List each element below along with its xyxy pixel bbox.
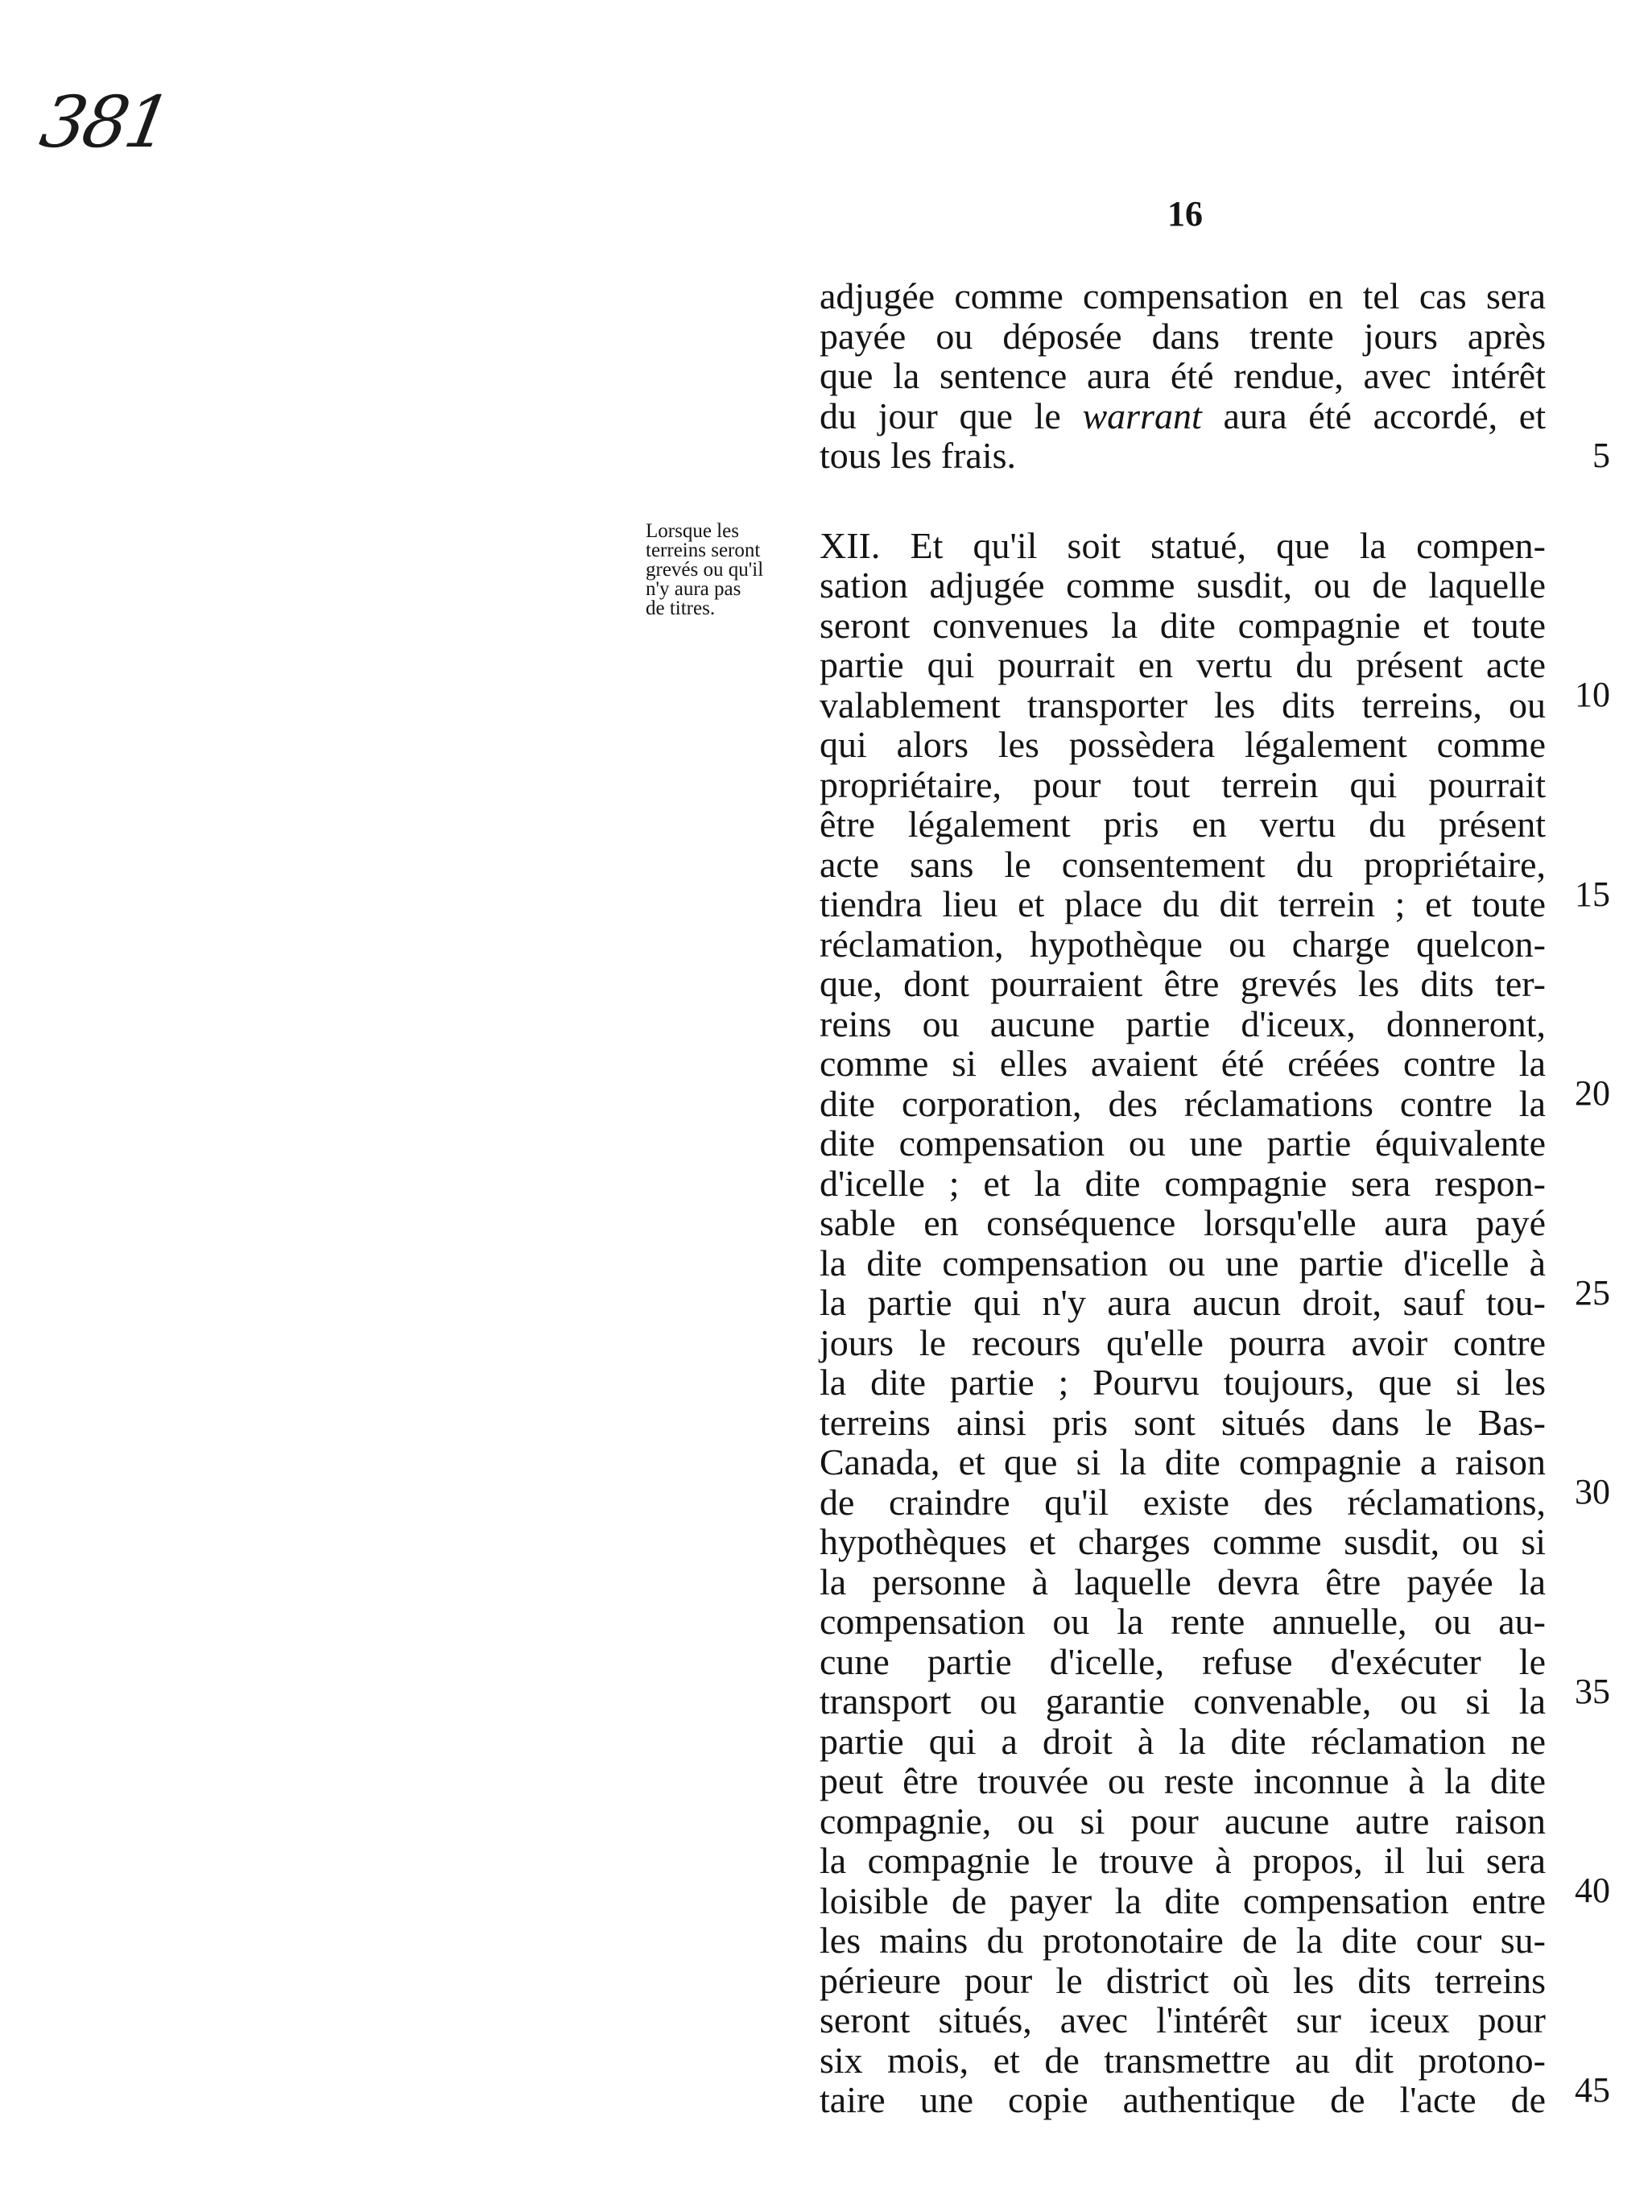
body-text	[820, 276, 1546, 2120]
line-number: 40	[1575, 1871, 1610, 1910]
text-line: dite corporation, des réclamations contre la	[820, 1082, 1546, 1124]
line-number: 10	[1575, 675, 1610, 714]
paragraph-2	[820, 526, 1546, 2120]
text-line: la compagnie le trouve à propos, il lui sera	[820, 1840, 1546, 1881]
margin-note-line: Lorsque les	[646, 520, 739, 542]
text-line: payée ou déposée dans trente jours après	[820, 315, 1546, 357]
text-line: six mois, et de transmettre au dit protono-	[820, 2039, 1546, 2081]
margin-note-line: grevés ou qu'il	[646, 559, 764, 581]
text-line: dite compensation ou une partie équivalente	[820, 1123, 1546, 1164]
paragraph-gap	[820, 476, 1546, 526]
line-number: 25	[1575, 1273, 1610, 1313]
text-line: partie qui a droit à la dite réclamation ne	[820, 1720, 1546, 1762]
text-line: propriétaire, pour tout terrein qui pourrait	[820, 763, 1546, 805]
text-line: la dite partie ; Pourvu toujours, que si les	[820, 1362, 1546, 1403]
text-line: transport ou garantie convenable, ou si la	[820, 1681, 1546, 1722]
text-line: Canada, et que si la dite compagnie a raison	[820, 1441, 1546, 1482]
text-line: hypothèques et charges comme susdit, ou si	[820, 1521, 1546, 1562]
text-line: jours le recours qu'elle pourra avoir contre	[820, 1321, 1546, 1363]
margin-note-line: de titres.	[646, 597, 716, 619]
text-line: réclamation, hypothèque ou charge quelcon-	[820, 923, 1546, 965]
text-line: sation adjugée comme susdit, ou de laquelle	[820, 564, 1546, 606]
text-line: cune partie d'icelle, refuse d'exécuter le	[820, 1640, 1546, 1682]
text-line: partie qui pourrait en vertu du présent acte	[820, 644, 1546, 685]
text-line: tous les frais.	[820, 435, 1017, 476]
text-line: valablement transporter les dits terreins, ou	[820, 684, 1546, 726]
text-line: adjugée comme compensation en tel cas sera	[820, 275, 1546, 316]
text-line: la personne à laquelle devra être payée la	[820, 1561, 1546, 1602]
text-line: les mains du protonotaire de la dite cour su-	[820, 1920, 1546, 1961]
text-line: seront convenues la dite compagnie et toute	[820, 604, 1546, 646]
text-line: du jour que le warrant aura été accordé, et	[820, 395, 1546, 436]
text-line: loisible de payer la dite compensation entre	[820, 1879, 1546, 1921]
paragraph-1	[820, 276, 1546, 476]
text-line: de craindre qu'il existe des réclamations,	[820, 1481, 1546, 1523]
line-number: 30	[1575, 1472, 1610, 1511]
margin-note-line: terreins seront	[646, 540, 761, 561]
margin-note	[646, 522, 823, 618]
text-line: tiendra lieu et place du dit terrein ; et toute	[820, 883, 1546, 924]
text-line: sable en conséquence lorsqu'elle aura payé	[820, 1202, 1546, 1243]
text-line: XII. Et qu'il soit statué, que la compen-	[820, 524, 1546, 566]
handwritten-folio-number: 381	[34, 81, 176, 163]
text-line: d'icelle ; et la dite compagnie sera respon-	[820, 1162, 1546, 1204]
text-line: comme si elles avaient été créées contre la	[820, 1043, 1546, 1084]
text-line: être légalement pris en vertu du présent	[820, 804, 1546, 845]
italic-word: warrant	[1082, 395, 1202, 436]
text-line: compensation ou la rente annuelle, ou au-	[820, 1601, 1546, 1642]
text-line: que la sentence aura été rendue, avec intérêt	[820, 355, 1546, 396]
text-line: terreins ainsi pris sont situés dans le Bas-	[820, 1401, 1546, 1443]
text-line: peut être trouvée ou reste inconnue à la dite	[820, 1760, 1546, 1801]
text-line: compagnie, ou si pour aucune autre raison	[820, 1800, 1546, 1842]
line-number: 20	[1575, 1073, 1610, 1113]
text-line: seront situés, avec l'intérêt sur iceux pour	[820, 1999, 1546, 2040]
line-number: 15	[1575, 874, 1610, 914]
text-line: acte sans le consentement du propriétaire,	[820, 843, 1546, 885]
page-number: 16	[1167, 194, 1203, 234]
text-line: la partie qui n'y aura aucun droit, sauf tou-	[820, 1282, 1546, 1323]
line-number: 35	[1575, 1672, 1610, 1711]
text-line: périeure pour le district où les dits terreins	[820, 1959, 1546, 2001]
text-line: reins ou aucune partie d'iceux, donneront,	[820, 1003, 1546, 1044]
text-line: que, dont pourraient être grevés les dits ter-	[820, 963, 1546, 1004]
line-number: 45	[1575, 2070, 1610, 2110]
text-line: la dite compensation ou une partie d'icelle à	[820, 1242, 1546, 1284]
text-line: qui alors les possèdera légalement comme	[820, 724, 1546, 765]
line-number: 5	[1592, 436, 1610, 475]
text-line: taire une copie authentique de l'acte de	[820, 2079, 1546, 2120]
margin-note-line: n'y aura pas	[646, 578, 741, 600]
